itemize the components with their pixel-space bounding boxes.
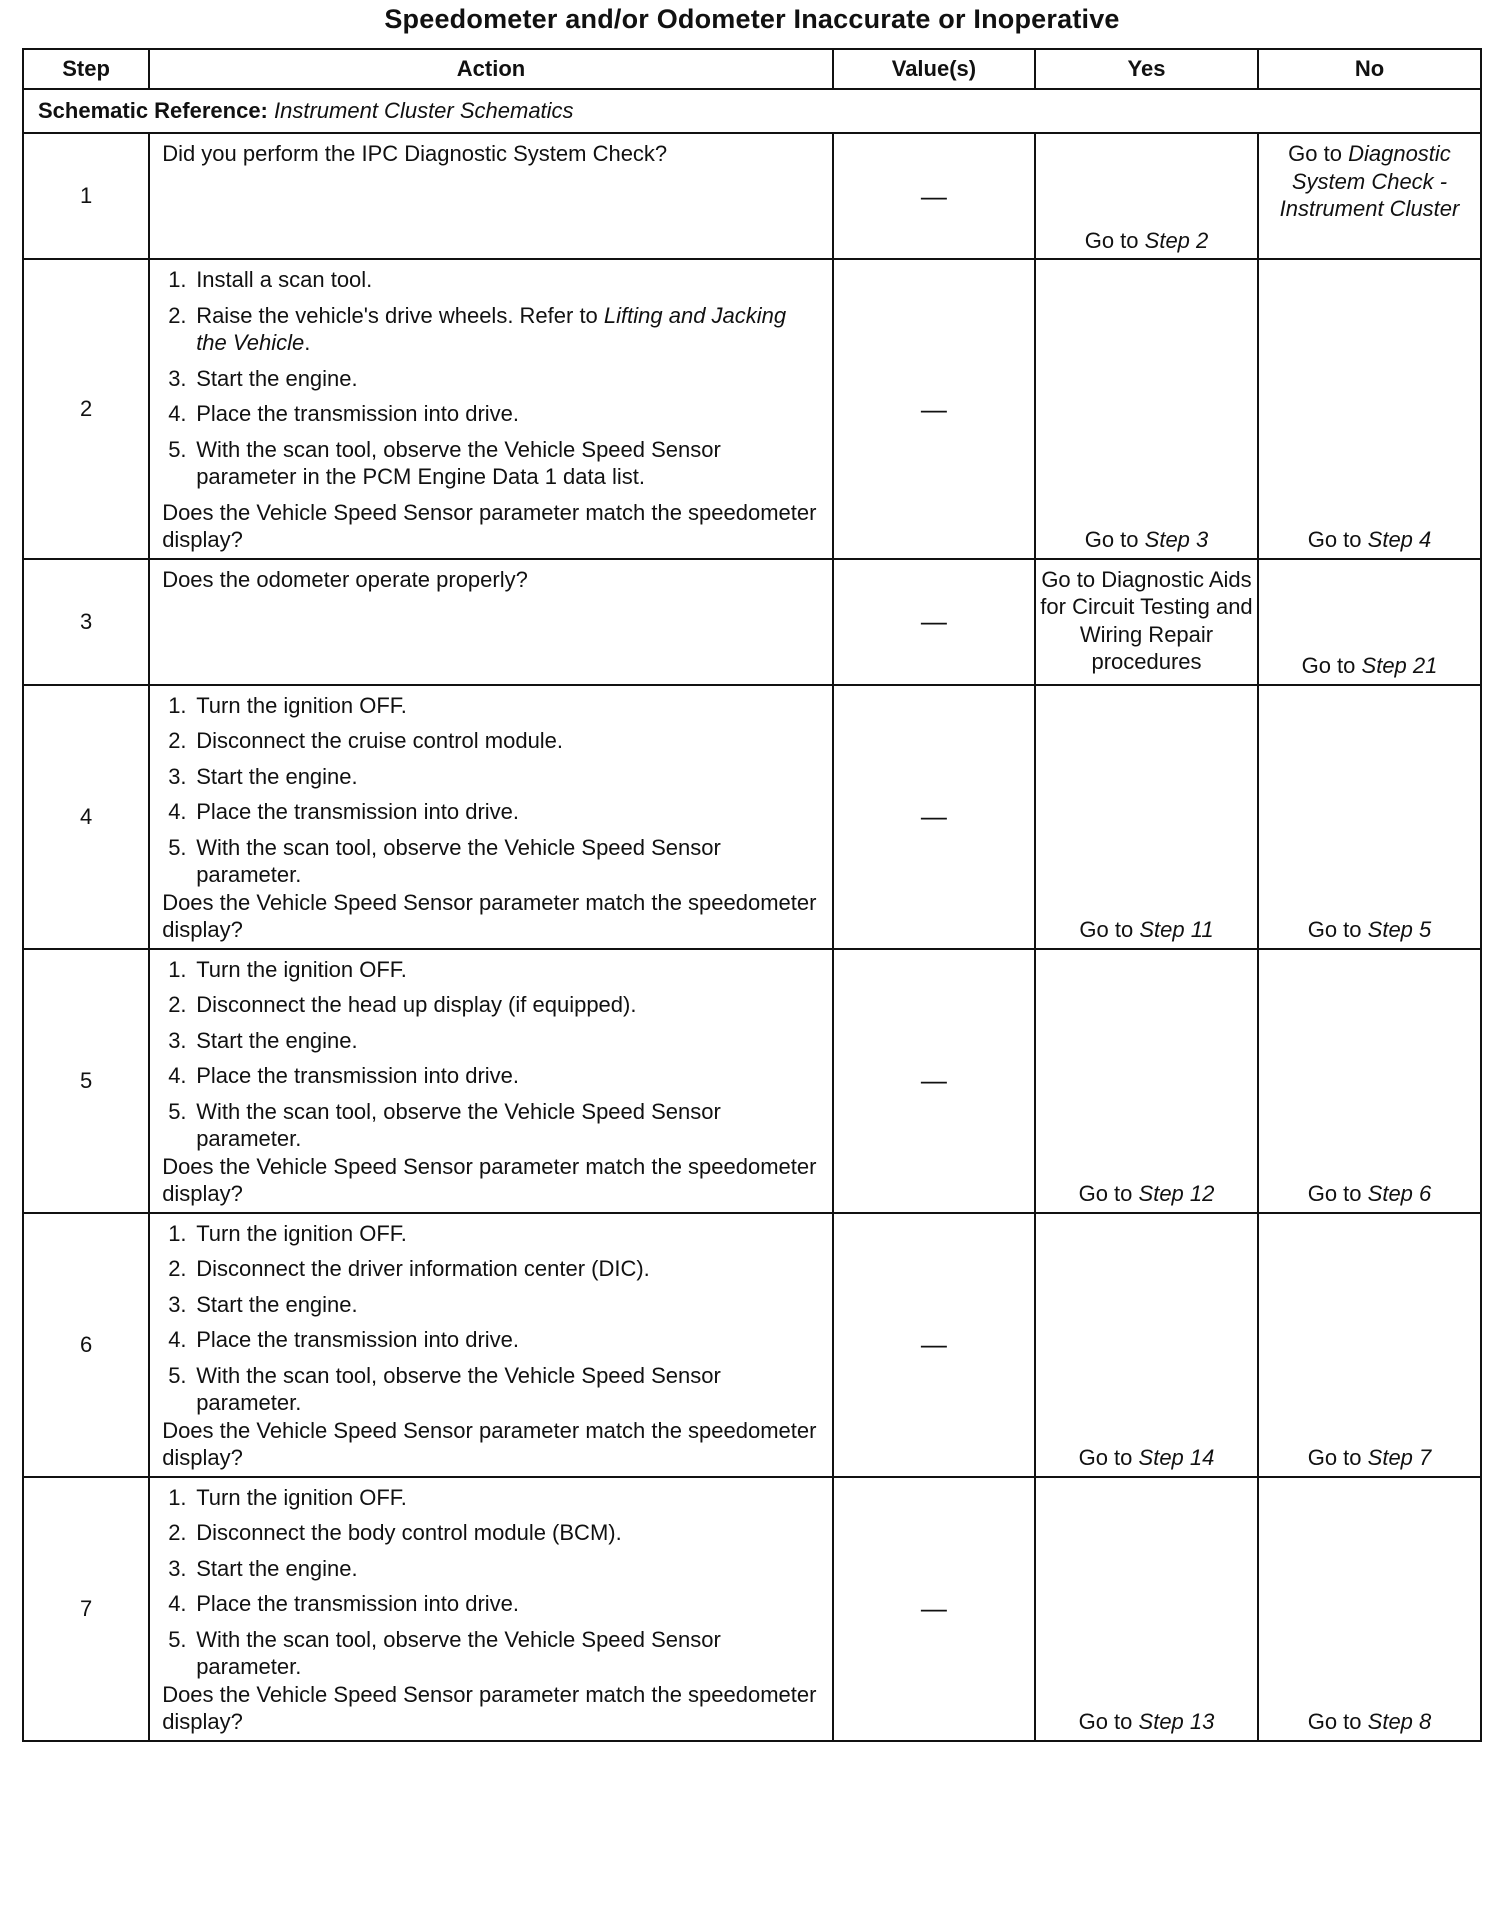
no-cell: Go to Step 4 [1258, 259, 1481, 559]
no-link[interactable]: Step 7 [1367, 1445, 1432, 1470]
action-question: Does the odometer operate properly? [162, 566, 528, 592]
value-cell: — [833, 685, 1035, 949]
schematic-label: Schematic Reference: [38, 98, 268, 124]
value-cell: — [833, 949, 1035, 1213]
no-prefix: Go to [1288, 141, 1342, 166]
no-cell [1258, 133, 1481, 259]
no-link[interactable]: Step 5 [1367, 917, 1432, 942]
value-cell: — [833, 559, 1035, 685]
page-title: Speedometer and/or Odometer Inaccurate or Inoperative [384, 4, 1120, 34]
yes-cell [1035, 133, 1258, 259]
action-question: Does the Vehicle Speed Sensor parameter match the speedometer display? [162, 1153, 817, 1206]
action-question: Does the Vehicle Speed Sensor parameter match the speedometer display? [162, 1417, 817, 1470]
action-cell [149, 259, 833, 559]
list-item: 5. With the scan tool, observe the Vehicle Speed Sensor parameter. [168, 834, 721, 887]
yes-cell [1035, 559, 1258, 685]
yes-link[interactable]: Step 12 [1138, 1181, 1215, 1206]
action-steps [162, 1220, 820, 1417]
step-number: 4 [23, 685, 149, 949]
table-row [23, 1477, 1481, 1741]
list-item: 3. Start the engine. [168, 365, 358, 391]
step-number: 5 [23, 949, 149, 1213]
header-yes: Yes [1035, 49, 1258, 89]
schematic-link[interactable]: Instrument Cluster Schematics [274, 98, 574, 124]
action-cell [149, 133, 833, 259]
value-cell: — [833, 133, 1035, 259]
no-link[interactable]: Step 6 [1367, 1181, 1432, 1206]
yes-cell: Go to Step 12 [1035, 949, 1258, 1213]
action-cell [149, 1213, 833, 1477]
action-cell [149, 949, 833, 1213]
no-link[interactable]: Step 21 [1361, 653, 1438, 678]
action-question: Does the Vehicle Speed Sensor parameter match the speedometer display? [162, 499, 817, 552]
header-no: No [1258, 49, 1481, 89]
yes-link[interactable]: Step 3 [1144, 527, 1209, 552]
list-item: 3. Start the engine. [168, 763, 358, 789]
yes-link[interactable]: Step 14 [1138, 1445, 1215, 1470]
yes-link[interactable]: Step 11 [1139, 917, 1214, 942]
action-steps [162, 1484, 820, 1681]
table-row [23, 133, 1481, 259]
list-item: 3. Start the engine. [168, 1291, 358, 1317]
header-action: Action [149, 49, 833, 89]
list-item: 1. Install a scan tool. [168, 267, 373, 292]
yes-cell: Go to Step 14 [1035, 1213, 1258, 1477]
no-link[interactable]: Step 4 [1367, 527, 1432, 552]
step-number: 7 [23, 1477, 149, 1741]
no-cell: Go to Step 7 [1258, 1213, 1481, 1477]
yes-prefix: Go to [1084, 227, 1139, 253]
action-steps [162, 692, 820, 889]
schematic-row [23, 89, 1481, 133]
action-cell [149, 1477, 833, 1741]
list-item: 2. Disconnect the body control module (BCM). [168, 1520, 622, 1545]
list-item: 3. Start the engine. [168, 1027, 358, 1053]
no-link[interactable]: Diagnostic System Check - Instrument Cluster [1279, 141, 1460, 221]
list-item: 2. Disconnect the head up display (if equipped). [168, 992, 637, 1017]
no-link[interactable]: Step 8 [1367, 1709, 1432, 1734]
value-cell: — [833, 259, 1035, 559]
list-item: 5. With the scan tool, observe the Vehicle Speed Sensor parameter. [168, 1626, 721, 1679]
list-item: 1. Turn the ignition OFF. [168, 1220, 407, 1246]
yes-link[interactable]: Step 2 [1144, 227, 1209, 253]
action-cell [149, 559, 833, 685]
list-item: 1. Turn the ignition OFF. [168, 956, 407, 982]
table-row [23, 685, 1481, 949]
schematic-reference [23, 89, 1481, 133]
action-question: Did you perform the IPC Diagnostic System Check? [162, 141, 668, 166]
list-item: 4. Place the transmission into drive. [168, 799, 520, 824]
step-number: 6 [23, 1213, 149, 1477]
list-item: 1. Turn the ignition OFF. [168, 1484, 407, 1510]
yes-cell: Go to Step 3 [1035, 259, 1258, 559]
list-item: 4. Place the transmission into drive. [168, 1327, 520, 1352]
list-item: 2. Disconnect the cruise control module. [168, 728, 564, 753]
yes-link[interactable]: Step 13 [1138, 1709, 1215, 1734]
action-cell [149, 685, 833, 949]
diagnostic-table [22, 48, 1482, 1742]
no-cell: Go to Step 6 [1258, 949, 1481, 1213]
yes-link[interactable]: Go to Diagnostic Aids for Circuit Testing and Wiring Repair procedures [1040, 566, 1253, 674]
list-item: 4. Place the transmission into drive. [168, 401, 520, 426]
list-item: 2. Raise the vehicle's drive wheels. Refer to Lifting and Jacking the Vehicle. [168, 302, 787, 355]
action-question: Does the Vehicle Speed Sensor parameter match the speedometer display? [162, 889, 817, 942]
header-values: Value(s) [833, 49, 1035, 89]
procedure-link[interactable]: Lifting and Jacking the Vehicle [196, 302, 787, 355]
table-row [23, 1213, 1481, 1477]
list-item: 1. Turn the ignition OFF. [168, 692, 407, 718]
table-row [23, 559, 1481, 685]
no-cell: Go to Step 21 [1258, 559, 1481, 685]
table-row [23, 949, 1481, 1213]
list-item: 5. With the scan tool, observe the Vehicle Speed Sensor parameter in the PCM Engine Data 1 data list. [168, 436, 721, 489]
action-steps [162, 266, 820, 499]
list-item: 3. Start the engine. [168, 1555, 358, 1581]
no-cell: Go to Step 5 [1258, 685, 1481, 949]
list-item: 2. Disconnect the driver information center (DIC). [168, 1256, 650, 1281]
list-item: 4. Place the transmission into drive. [168, 1063, 520, 1088]
value-cell: — [833, 1477, 1035, 1741]
step-number: 2 [23, 259, 149, 559]
yes-cell: Go to Step 13 [1035, 1477, 1258, 1741]
step-number: 1 [23, 133, 149, 259]
list-item: 5. With the scan tool, observe the Vehicle Speed Sensor parameter. [168, 1098, 721, 1151]
list-item: 4. Place the transmission into drive. [168, 1591, 520, 1616]
action-steps [162, 956, 820, 1153]
no-cell: Go to Step 8 [1258, 1477, 1481, 1741]
yes-cell: Go to Step 11 [1035, 685, 1258, 949]
list-item: 5. With the scan tool, observe the Vehicle Speed Sensor parameter. [168, 1362, 721, 1415]
table-row [23, 259, 1481, 559]
header-step: Step [23, 49, 149, 89]
header-row [23, 49, 1481, 89]
value-cell: — [833, 1213, 1035, 1477]
action-question: Does the Vehicle Speed Sensor parameter match the speedometer display? [162, 1681, 817, 1734]
step-number: 3 [23, 559, 149, 685]
